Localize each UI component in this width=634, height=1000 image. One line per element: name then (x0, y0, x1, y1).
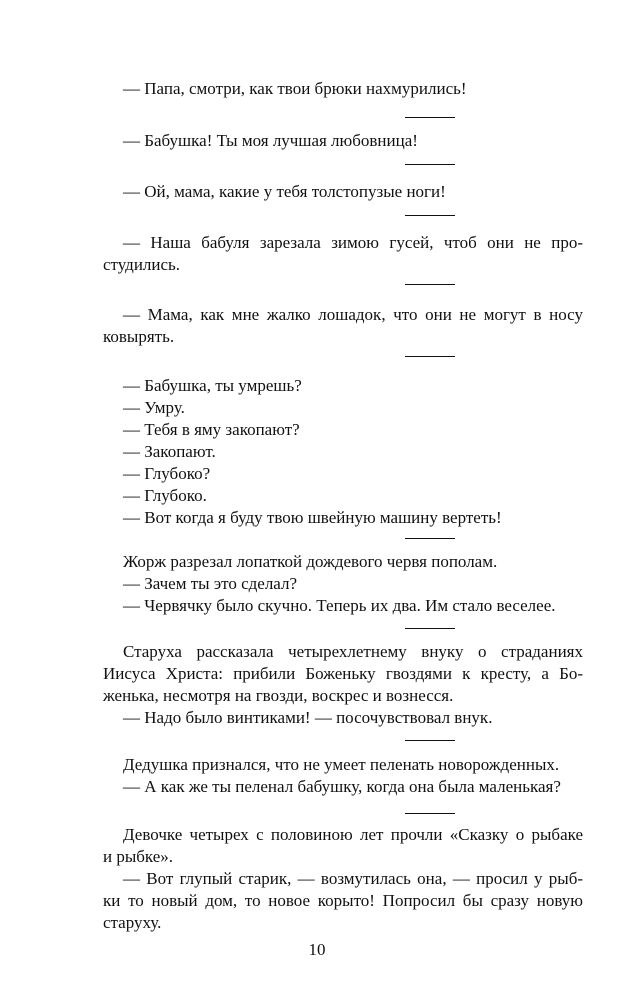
text-line: — Глубоко. (123, 486, 207, 505)
anecdote-2 (103, 181, 583, 203)
text-line: — Мама, как мне жалко лошадок, что они не могут в носу (123, 305, 583, 324)
text-line: — Наша бабуля зарезала зимою гусей, чтоб они не про- (123, 233, 583, 252)
text-line: — Зачем ты это сделал? (123, 574, 298, 593)
text-line: ковырять. (103, 327, 175, 346)
anecdote-4 (103, 304, 583, 348)
text-line: — Ой, мама, какие у тебя толстопузые ноги! (123, 182, 446, 201)
text-line: — Тебя в яму закопают? (123, 420, 300, 439)
text-line: Иисуса Христа: прибили Боженьку гвоздями к кресту, а Бо- (103, 664, 583, 683)
section-separator (405, 356, 455, 357)
section-separator (405, 284, 455, 285)
text-line: — Умру. (123, 398, 185, 417)
anecdote-1 (103, 130, 583, 152)
section-separator (405, 117, 455, 118)
anecdote-6 (103, 551, 583, 617)
section-separator (405, 164, 455, 165)
text-line: ки то новый дом, то новое корыто! Попросил бы сразу новую (103, 891, 583, 910)
text-line: — А как же ты пеленал бабушку, когда она была маленькая? (123, 777, 561, 796)
text-line: — Вот глупый старик, — возмутилась она, — просил у рыб- (123, 869, 583, 888)
text-line: студились. (103, 255, 181, 274)
section-separator (405, 215, 455, 216)
text-line: — Бабушка! Ты моя лучшая любовница! (123, 131, 418, 150)
text-line: — Закопают. (123, 442, 216, 461)
text-line: женька, несмотря на гвозди, воскрес и вознесся. (103, 686, 454, 705)
anecdote-8 (103, 754, 583, 798)
text-line: Жорж разрезал лопаткой дождевого червя пополам. (123, 552, 498, 571)
anecdote-5 (103, 375, 583, 529)
text-line: — Червячку было скучно. Теперь их два. Им стало веселее. (123, 596, 556, 615)
text-line: старуху. (103, 913, 162, 932)
text-line: — Глубоко? (123, 464, 211, 483)
text-line: Старуха рассказала четырехлетнему внуку о страданиях (123, 642, 583, 661)
section-separator (405, 628, 455, 629)
page-number: 10 (308, 940, 326, 959)
section-separator (405, 740, 455, 741)
section-separator (405, 538, 455, 539)
text-line: — Папа, смотри, как твои брюки нахмурились! (123, 79, 467, 98)
text-line: — Бабушка, ты умрешь? (123, 376, 302, 395)
section-separator (405, 813, 455, 814)
anecdote-7 (103, 641, 583, 729)
text-line: Девочке четырех с половиною лет прочли «Сказку о рыбаке (123, 825, 583, 844)
anecdote-3 (103, 232, 583, 276)
text-line: — Надо было винтиками! — посочувствовал внук. (123, 708, 493, 727)
anecdote-0 (103, 78, 583, 100)
anecdote-9 (103, 824, 583, 934)
text-line: и рыбке». (103, 847, 174, 866)
text-line: — Вот когда я буду твою швейную машину вертеть! (123, 508, 502, 527)
text-line: Дедушка признался, что не умеет пеленать новорожденных. (123, 755, 560, 774)
